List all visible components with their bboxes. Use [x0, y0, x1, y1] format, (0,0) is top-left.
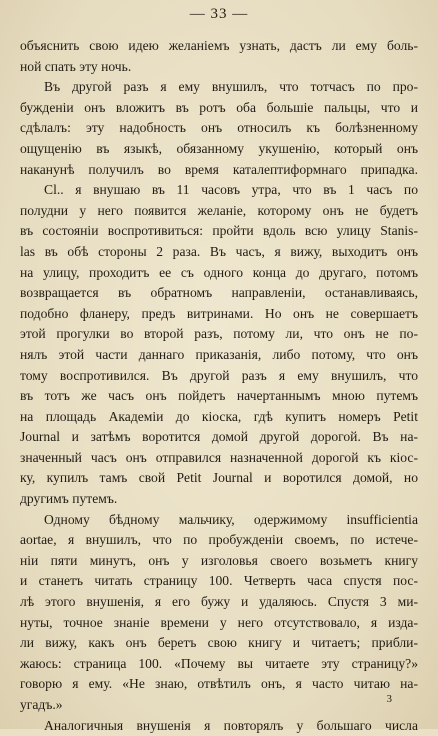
- text-line: подобно фланеру, предъ витринами. Но онъ не совершаетъ: [20, 305, 418, 321]
- text-line: ли вижу, какъ онъ беретъ свою книгу и читаетъ; прибли-: [20, 635, 418, 651]
- text-line: наканунѣ получилъ во время каталептиформнаго припадка.: [20, 161, 418, 177]
- text-line: лѣ этого внушенія, я его бужу и удаляюсь. Спустя 3 ми-: [20, 594, 418, 610]
- text-line: Journal и затѣмъ воротится домой другой дорогой. Въ на-: [20, 429, 418, 445]
- text-line: на улицу, проходитъ ее съ одного конца до другаго, потомъ: [20, 264, 418, 280]
- text-line: ку, купилъ тамъ свой Petit Journal и воротился домой, но: [20, 470, 418, 486]
- text-line: бужденіи онъ вложитъ въ ротъ оба большіе пальцы, что и: [20, 99, 418, 115]
- text-line: las въ обѣ стороны 2 раза. Въ часъ, я вижу, выходитъ онъ: [20, 243, 418, 259]
- text-line: нуты, точное знаніе времени у него отсутствовало, я изда-: [20, 614, 418, 630]
- text-line: значенный часъ онъ отправился назначенной дорогой къ кіос-: [20, 449, 418, 465]
- text-line: этой прогулки во второй разъ, потому ли, что онъ не по-: [20, 326, 418, 342]
- text-line: ной спать эту ночь.: [20, 58, 132, 74]
- text-line: ніи пяти минутъ, онъ у изголовья своего возьметъ книгу: [20, 552, 418, 568]
- text-line: Въ другой разъ я ему внушилъ, что тотчасъ по про-: [44, 79, 418, 95]
- text-line: возвращается въ обратномъ направленіи, останавливаясь,: [20, 285, 418, 301]
- text-line: нялъ этой части даннаго приказанія, либо потому, что онъ: [20, 346, 418, 362]
- text-line: Cl.. я внушаю въ 11 часовъ утра, что въ 1 часъ по: [44, 182, 418, 198]
- signature-mark: 3: [386, 693, 392, 705]
- text-line: Аналогичныя внушенія я повторялъ у большаго числа: [44, 717, 418, 733]
- text-line: и станетъ читать страницу 100. Четверть часа спустя пос-: [20, 573, 418, 589]
- text-line: въ тотъ же часъ онъ пойдетъ начертаннымъ мною путемъ: [20, 388, 418, 404]
- page-number-header: — 33 —: [189, 6, 249, 22]
- text-line: объяснить свою идею желаніемъ узнать, дастъ ли ему боль-: [20, 38, 418, 53]
- text-line: сдѣлалъ: эту надобность онъ относилъ къ болѣзненному: [20, 120, 418, 136]
- text-line: Одному бѣдному мальчику, одержимому insufficientia: [44, 511, 418, 527]
- text-line: тому воспротивился. Въ другой разъ я ему внушилъ, что: [20, 367, 418, 383]
- text-line: говорю я ему. «Не знаю, отвѣтилъ онъ, я часто читаю на-: [20, 676, 418, 692]
- text-line: ощущенію въ языкѣ, обязанному укушенію, который онъ: [20, 140, 418, 156]
- text-line: полудни у него появится желаніе, которому онъ не будетъ: [20, 202, 418, 218]
- text-line: угадъ.»: [20, 697, 63, 712]
- page-body-text: [20, 36, 418, 736]
- text-line: жаюсь: страница 100. «Почему вы читаете эту страницу?»: [20, 655, 418, 671]
- text-line: другимъ путемъ.: [20, 491, 118, 507]
- text-line: на площадь Академіи до кіоска, гдѣ купитъ номеръ Petit: [20, 408, 418, 424]
- text-line: aortae, я внушилъ, что по пробужденіи своемъ, по истече-: [20, 532, 418, 548]
- text-line: въ состояніи воспротивиться: пройти вдоль всю улицу Stanis-: [20, 223, 418, 239]
